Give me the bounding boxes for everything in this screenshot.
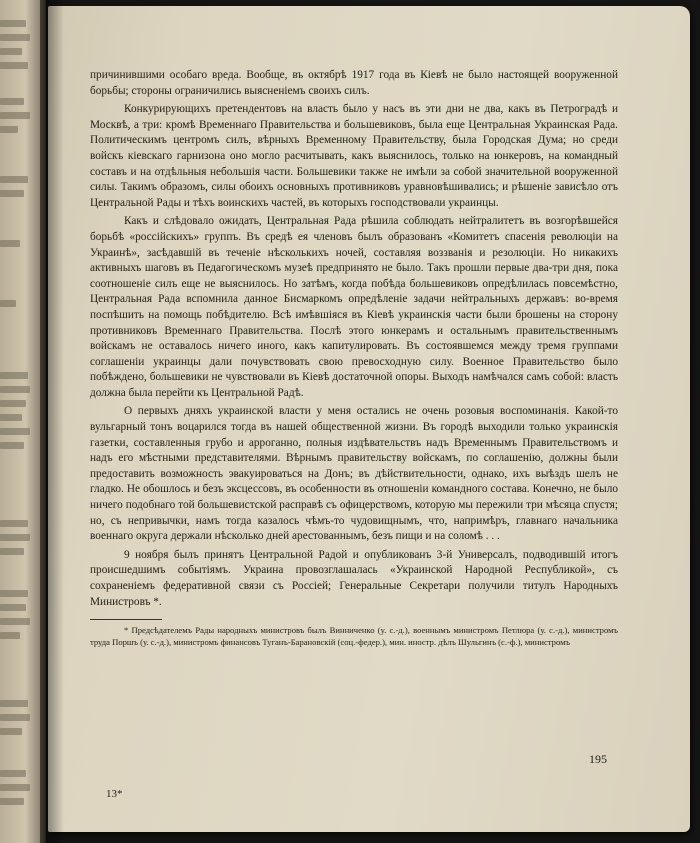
text-fragment xyxy=(0,428,30,435)
text-fragment xyxy=(0,798,24,805)
text-fragment xyxy=(0,190,24,197)
text-fragment xyxy=(0,386,30,393)
text-fragment xyxy=(0,632,20,639)
text-fragment xyxy=(0,590,28,597)
text-fragment xyxy=(0,400,26,407)
text-fragment xyxy=(0,48,22,55)
text-fragment xyxy=(0,300,16,307)
text-fragment xyxy=(0,176,28,183)
text-fragment xyxy=(0,240,20,247)
text-fragment xyxy=(0,20,26,27)
paragraph: причинившими особаго вреда. Вообще, въ октябрѣ 1917 года въ Кіевѣ не было настоящей вооруженной борьбы; стороны ограничились выясненіемъ своихъ силъ. xyxy=(90,69,618,97)
text-fragment xyxy=(0,548,24,555)
text-fragment xyxy=(0,520,28,527)
book-page xyxy=(48,6,690,832)
text-fragment xyxy=(0,112,30,119)
paragraph: Конкурирующихъ претендентовъ на власть было у насъ въ эти дни не два, какъ въ Петроградѣ и Москвѣ, а три: кромѣ Временнаго Правительства и большевиковъ, была еще Центральная Украинская Рада. Политическимъ центромъ силъ, вѣрныхъ Временному Правительству, была Городская Дума; но среди войскъ кіевскаго гарнизона оно могло расчитывать, какъ выяснилось, только на юнкеровъ, на командный составъ и на отдѣльныя небольшія части. Большевики также не имѣли за собой значительной вооруженной силы. Такимъ образомъ, силы обоихъ основныхъ противниковъ уравновѣшивались; и рѣшеніе зависѣло отъ Центральной Рады и тѣхъ воинскихъ частей, въ которыхъ господствовали украинцы. xyxy=(90,103,618,209)
text-fragment xyxy=(0,714,30,721)
text-fragment xyxy=(0,784,30,791)
text-fragment xyxy=(0,372,28,379)
text-fragment xyxy=(0,98,24,105)
text-fragment xyxy=(0,34,30,41)
text-fragment xyxy=(0,62,28,69)
text-fragment xyxy=(0,534,30,541)
printer-signature-mark: 13* xyxy=(106,788,123,800)
footnote: * Предсѣдателемъ Рады народныхъ министровъ былъ Винниченко (у. с.-д.), военнымъ министромъ Петлюра (у. с.-д.), министромъ труда Поршъ (у. с.-д.), министромъ финансовъ Туганъ-Барановскій (соц.-федер.), мин. иностр. дѣлъ Шульгинъ (с.-ф.), министромъ xyxy=(90,625,618,647)
footnote-divider xyxy=(90,619,162,620)
paragraph: Какъ и слѣдовало ожидать, Центральная Рада рѣшила соблюдать нейтралитетъ въ возгорѣвшейся борьбѣ «россійскихъ» группъ. Въ средѣ ея членовъ былъ образованъ «Комитетъ спасенія революціи на Украинѣ», засѣдавшій въ теченіе нѣсколькихъ ночей, составляя воззванія и резолюціи. Но никакихъ активныхъ шаговъ въ Педагогическомъ музеѣ предпринято не было. Такъ прошли первые два-три дня, пока соотношеніе силъ еще не выяснилось. Но затѣмъ, когда побѣда большевиковъ опредѣлилась повсемѣстно, Центральная Рада вспомнила данное Бисмаркомъ опредѣленіе задачи нейтральныхъ державъ: во-время поспѣшить на помощь побѣдителю. Всѣ имѣвшіяся въ Кіевѣ украинскія части были брошены на сторону противниковъ Временнаго Правительства. Послѣ этого юнкерамъ и остальнымъ правительственнымъ войскамъ не оставалось ничего иного, какъ капитулировать. Въ состоявшемся между тремя группами соглашеніи украинцы дали почувствовать свою превосходную силу. Военное Правительство было побѣждено, большевики не чувствовали въ Кіевѣ достаточной опоры. Выходъ намѣчался самъ собой: власть должна была перейти къ Центральной Радѣ. xyxy=(90,215,618,399)
text-fragment xyxy=(0,604,26,611)
text-fragment xyxy=(0,414,22,421)
text-fragment xyxy=(0,442,24,449)
text-fragment xyxy=(0,728,22,735)
text-fragment xyxy=(0,126,18,133)
text-fragment xyxy=(0,700,28,707)
text-fragment xyxy=(0,770,26,777)
page-number: 195 xyxy=(589,752,607,766)
book-gutter-shadow xyxy=(40,0,64,843)
page-body xyxy=(90,68,618,648)
paragraph: 9 ноября былъ принятъ Центральной Радой и опубликованъ 3-й Универсалъ, подводившій итогъ происшедшимъ событіямъ. Украина провозглашалась «Украинской Народной Республикой», съ сохраненіемъ федеративной связи съ Россіей; Генеральные Секретари получили титулъ Народныхъ Министровъ *. xyxy=(90,548,618,608)
paragraph: О первыхъ дняхъ украинской власти у меня остались не очень розовыя воспоминанія. Какой-то вульгарный тонъ воцарился тогда въ нашей общественной жизни. Въ городѣ выходили только украинскія газетки, составленныя грубо и арроганно, полныя издѣвательствъ надъ Временнымъ Правительствомъ и надъ его мѣстными представителями. Вѣрнымъ правительству войскамъ, по соглашенію, должны были предоставить возможность эвакуироваться на Донъ; въ дѣйствительности, однако, ихъ выѣздъ шелъ не гладко. Не обошлось и безъ эксцессовъ, въ особенности въ отношеніи командного состава. Конечно, не было ничего подобнаго той большевистской расправѣ съ офицерствомъ, которую мы пережили три мѣсяца спустя; но, съ непривычки, намъ тогда казалось чѣмъ-то чудовищнымъ, что, напримѣръ, главнаго начальника военнаго округа держали нѣсколько дней арестованнымъ, безъ пищи и на соломѣ . . . xyxy=(90,405,618,543)
text-fragment xyxy=(0,618,30,625)
